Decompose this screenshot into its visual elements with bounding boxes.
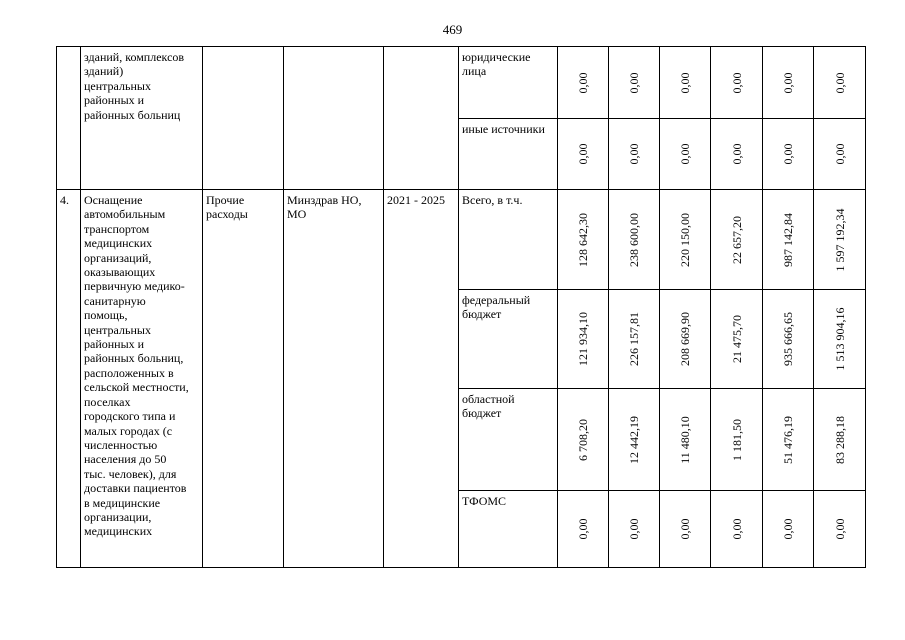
num-cell bbox=[57, 47, 81, 190]
description-line: Оснащение bbox=[84, 193, 143, 207]
value-cell bbox=[558, 290, 609, 389]
value-cell bbox=[558, 491, 609, 568]
value-cell bbox=[814, 290, 866, 389]
description-line: центральных bbox=[84, 322, 151, 337]
value-text: 0,00 bbox=[677, 143, 692, 165]
source-cell: Всего, в т.ч. bbox=[459, 190, 558, 290]
value-cell bbox=[814, 190, 866, 290]
table-row bbox=[57, 47, 866, 119]
value-cell bbox=[558, 389, 609, 491]
value-text: 987 142,84 bbox=[780, 212, 795, 267]
description-line: центральных bbox=[84, 78, 151, 93]
value-text: 238 600,00 bbox=[626, 212, 641, 267]
value-text: 0,00 bbox=[575, 518, 590, 540]
value-text: 21 475,70 bbox=[729, 315, 744, 363]
description-line: первичную медико- bbox=[84, 279, 185, 294]
value-text: 0,00 bbox=[780, 143, 795, 165]
value-cell bbox=[814, 47, 866, 119]
description-line: зданий) bbox=[84, 64, 124, 79]
description-line: районных больниц, bbox=[84, 351, 184, 366]
value-text: 220 150,00 bbox=[677, 212, 692, 267]
value-cell bbox=[609, 491, 660, 568]
value-text: 0,00 bbox=[729, 143, 744, 165]
value-cell bbox=[660, 119, 711, 190]
value-text: 0,00 bbox=[832, 72, 847, 93]
description-line: медицинских bbox=[84, 524, 153, 539]
page-number: 469 bbox=[442, 22, 463, 37]
value-text: 83 288,18 bbox=[832, 415, 847, 464]
value-cell bbox=[660, 290, 711, 389]
value-text: 0,00 bbox=[832, 143, 847, 165]
description-line: районных больниц bbox=[84, 107, 181, 122]
description-line: автомобильным bbox=[84, 207, 166, 222]
value-text: 0,00 bbox=[626, 143, 641, 165]
description-line: районных и bbox=[84, 337, 145, 352]
value-text: 0,00 bbox=[677, 518, 692, 540]
description-line: организации, bbox=[84, 509, 152, 524]
value-cell bbox=[609, 190, 660, 290]
value-text: 0,00 bbox=[729, 72, 744, 93]
item-number-cell: 4. bbox=[57, 190, 81, 568]
expense-type-cell bbox=[203, 47, 284, 190]
description-line: городского типа и bbox=[84, 409, 176, 424]
value-cell bbox=[763, 491, 814, 568]
value-cell bbox=[814, 389, 866, 491]
value-cell bbox=[660, 47, 711, 119]
value-cell bbox=[814, 119, 866, 190]
description-line: доставки пациентов bbox=[84, 481, 187, 496]
value-text: 0,00 bbox=[780, 518, 795, 540]
value-cell bbox=[558, 47, 609, 119]
value-cell bbox=[609, 389, 660, 491]
value-text: 0,00 bbox=[677, 72, 692, 93]
description-line: численностью bbox=[84, 437, 158, 452]
executor-cell: Минздрав НО, МО bbox=[284, 190, 384, 568]
period-cell bbox=[384, 47, 459, 190]
source-cell: ТФОМС bbox=[459, 491, 558, 568]
source-cell: иные источники bbox=[459, 119, 558, 190]
description-line: тыс. человек), для bbox=[84, 466, 177, 481]
value-text: 208 669,90 bbox=[677, 312, 692, 366]
value-cell bbox=[763, 119, 814, 190]
value-text: 121 934,10 bbox=[575, 312, 590, 366]
value-text: 0,00 bbox=[575, 72, 590, 93]
value-cell bbox=[609, 290, 660, 389]
table-row bbox=[57, 190, 866, 290]
description-line: оказывающих bbox=[84, 265, 156, 280]
executor-cell bbox=[284, 47, 384, 190]
value-text: 12 442,19 bbox=[626, 415, 641, 464]
description-line: поселках bbox=[84, 394, 131, 409]
source-cell: федеральный бюджет bbox=[459, 290, 558, 389]
value-cell bbox=[711, 190, 763, 290]
value-cell bbox=[660, 491, 711, 568]
value-cell bbox=[763, 290, 814, 389]
description-line: помощь, bbox=[84, 308, 128, 323]
value-cell bbox=[763, 47, 814, 119]
description-line: малых городах (с bbox=[84, 423, 173, 438]
value-cell bbox=[558, 190, 609, 290]
value-cell bbox=[814, 491, 866, 568]
description-cell bbox=[81, 190, 203, 568]
value-text: 11 480,10 bbox=[677, 415, 692, 464]
source-cell: областной бюджет bbox=[459, 389, 558, 491]
value-text: 1 181,50 bbox=[729, 418, 744, 461]
value-text: 51 476,19 bbox=[780, 415, 795, 464]
value-cell bbox=[660, 389, 711, 491]
description-line: транспортом bbox=[84, 221, 150, 236]
value-cell bbox=[609, 47, 660, 119]
value-text: 0,00 bbox=[626, 518, 641, 540]
description-line: населения до 50 bbox=[84, 452, 167, 467]
value-text: 1 513 904,16 bbox=[832, 307, 847, 371]
description-line: сельской местности, bbox=[84, 380, 189, 395]
value-text: 1 597 192,34 bbox=[832, 208, 847, 271]
value-text: 0,00 bbox=[626, 72, 641, 93]
description-line: районных и bbox=[84, 93, 145, 108]
value-text: 0,00 bbox=[780, 72, 795, 93]
value-cell bbox=[660, 190, 711, 290]
value-cell bbox=[763, 190, 814, 290]
source-cell: юридические лица bbox=[459, 47, 558, 119]
value-cell bbox=[763, 389, 814, 491]
description-line: организаций, bbox=[84, 250, 152, 265]
budget-table bbox=[56, 46, 866, 568]
description-line: санитарную bbox=[84, 293, 146, 308]
value-cell bbox=[609, 119, 660, 190]
value-text: 22 657,20 bbox=[729, 215, 744, 264]
description-line: зданий, комплексов bbox=[84, 50, 185, 64]
value-text: 0,00 bbox=[729, 518, 744, 540]
value-cell bbox=[711, 491, 763, 568]
expense-type-cell: Прочие расходы bbox=[203, 190, 284, 568]
value-text: 0,00 bbox=[575, 143, 590, 165]
description-line: медицинских bbox=[84, 236, 153, 251]
value-text: 128 642,30 bbox=[575, 212, 590, 267]
value-cell bbox=[711, 47, 763, 119]
value-cell bbox=[711, 389, 763, 491]
description-line: расположенных в bbox=[84, 365, 174, 380]
value-cell bbox=[711, 290, 763, 389]
description-line: в медицинские bbox=[84, 495, 161, 510]
value-cell bbox=[558, 119, 609, 190]
value-text: 6 708,20 bbox=[575, 418, 590, 461]
value-text: 0,00 bbox=[832, 518, 847, 540]
value-text: 935 666,65 bbox=[780, 312, 795, 366]
value-text: 226 157,81 bbox=[626, 312, 641, 366]
period-cell: 2021 - 2025 bbox=[384, 190, 459, 568]
description-cell bbox=[81, 47, 203, 190]
value-cell bbox=[711, 119, 763, 190]
